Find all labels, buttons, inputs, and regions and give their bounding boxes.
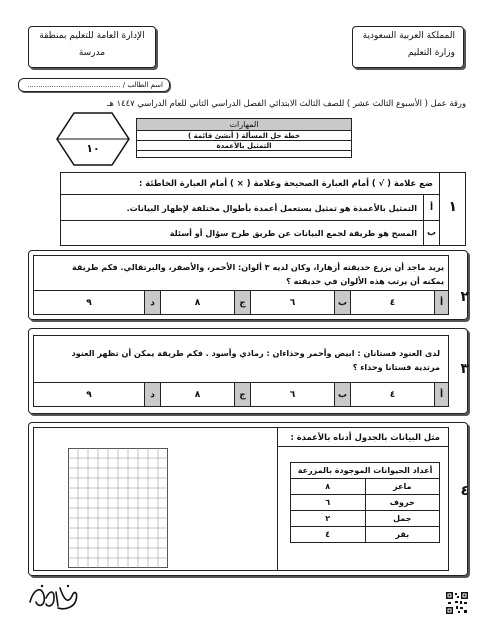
q3-option-d[interactable]: ٩ — [86, 389, 92, 400]
animal-count: ٦ — [291, 495, 366, 511]
q3-letter-b[interactable]: ب — [334, 383, 350, 406]
q3-letter-a[interactable]: أ — [434, 383, 448, 406]
administration-label: الإدارة العامة للتعليم بمنطقة — [39, 31, 145, 41]
animal-name: خروف — [365, 495, 440, 511]
q3-letter-d[interactable]: د — [144, 383, 160, 406]
grade-value: ١٠ — [86, 142, 100, 155]
q4-body — [33, 427, 449, 571]
animal-count: ٤ — [291, 527, 366, 543]
q3-body — [33, 335, 449, 407]
q1-item-a — [61, 195, 439, 221]
grade-hexagon — [56, 112, 130, 166]
bar-graph-grid[interactable] — [68, 448, 168, 568]
q2-letter-a[interactable]: أ — [434, 291, 448, 314]
q1-instruction: ضع علامة ( √ ) أمام العبارة الصحيحة وعلامة ( × ) أمام العبارة الخاطئة : — [61, 173, 439, 195]
animal-name: بقر — [365, 527, 440, 543]
table-row — [291, 479, 440, 495]
q4-rule — [278, 446, 448, 447]
q2-options — [34, 290, 448, 314]
q3-option-a[interactable]: ٤ — [350, 383, 434, 406]
table-row — [291, 511, 440, 527]
q4-divider — [277, 428, 278, 570]
administration-box — [28, 26, 156, 68]
table-row — [291, 495, 440, 511]
ministry-box — [352, 26, 464, 68]
q2-letter-d[interactable]: د — [144, 291, 160, 314]
animal-count: ٢ — [291, 511, 366, 527]
animals-table — [290, 462, 440, 543]
animal-name: ماعز — [365, 479, 440, 495]
q1-text-a: التمثيل بالأعمدة هو تمثيل يستعمل أعمدة بأطوال مختلفة لإظهار البيانات. — [126, 203, 417, 213]
q4-table-panel — [278, 428, 448, 570]
q2-body — [33, 255, 449, 315]
q1-text-b: المسح هو طريقة لجمع البيانات عن طريق طرح سؤال أو أسئلة — [169, 228, 417, 238]
student-name-label: اسم الطالب / .......................................... — [27, 81, 163, 89]
skills-table — [136, 118, 352, 158]
qr-code-icon — [446, 592, 468, 614]
q3-options — [34, 382, 448, 406]
q4-instruction: مثل البيانات بالجدول أدناه بالأعمدة : — [290, 432, 440, 442]
q1-item-b — [61, 221, 439, 245]
signature — [24, 578, 84, 616]
q3-letter-c[interactable]: ج — [234, 383, 250, 406]
question-4 — [28, 422, 468, 576]
q2-letter-c[interactable]: ج — [234, 291, 250, 314]
ministry-label: وزارة التعليم — [407, 48, 455, 58]
q2-option-d[interactable]: ٩ — [86, 297, 92, 308]
animal-count: ٨ — [291, 479, 366, 495]
q2-option-b[interactable]: ٦ — [250, 291, 334, 314]
q1-letter-b: ب — [423, 221, 439, 245]
question-2 — [28, 250, 468, 320]
q2-option-c[interactable]: ٨ — [160, 291, 234, 314]
question-3 — [28, 328, 468, 414]
skills-header: المهارات — [137, 119, 351, 131]
q4-number: ٤ — [460, 483, 469, 499]
q3-option-b[interactable]: ٦ — [250, 383, 334, 406]
q2-number: ٢ — [460, 289, 469, 305]
skill-row-2: التمثيل بالأعمدة — [137, 141, 351, 151]
question-1 — [60, 172, 466, 246]
q3-line-1: لدى العنود فستانان : ابيض وأحمر وحذاءان : رمادي وأسود . فكم طريقة يمكن أن تظهر العنود — [71, 348, 440, 358]
q1-number: ١ — [448, 199, 457, 215]
q2-line-1: يريد ماجد أن يزرع حديقته أزهارا، وكان لديه ٣ ألوان: الأحمر، والأصفر، والبرتقالي. فكم طريقة — [72, 262, 444, 272]
q1-number-cell — [439, 173, 465, 245]
kingdom-label: المملكة العربية السعودية — [362, 31, 455, 41]
skill-row-1: خطة حل المسألة ( أنشئ قائمة ) — [137, 131, 351, 141]
table-row — [291, 527, 440, 543]
school-label: مدرسة — [78, 48, 106, 58]
page-title: ورقة عمل ( الأسبوع الثالث عشر ) للصف الثالث الابتدائي الفصل الدراسي الثاني للعام الدراسي ١٤٤٧ هـ — [107, 98, 466, 108]
q2-option-a[interactable]: ٤ — [350, 291, 434, 314]
q2-line-2: يمكنه أن يرتب هذه الألوان في حديقته ؟ — [286, 276, 444, 286]
animal-name: جمل — [365, 511, 440, 527]
animals-table-title: أعداد الحيوانات الموجودة بالمزرعة — [291, 463, 440, 479]
student-name-box — [18, 78, 170, 92]
q3-number: ٣ — [460, 361, 469, 377]
q2-letter-b[interactable]: ب — [334, 291, 350, 314]
q1-letter-a: أ — [423, 195, 439, 220]
q3-option-c[interactable]: ٨ — [160, 383, 234, 406]
q3-line-2: مرتدية فستانا وحذاء ؟ — [352, 362, 440, 372]
